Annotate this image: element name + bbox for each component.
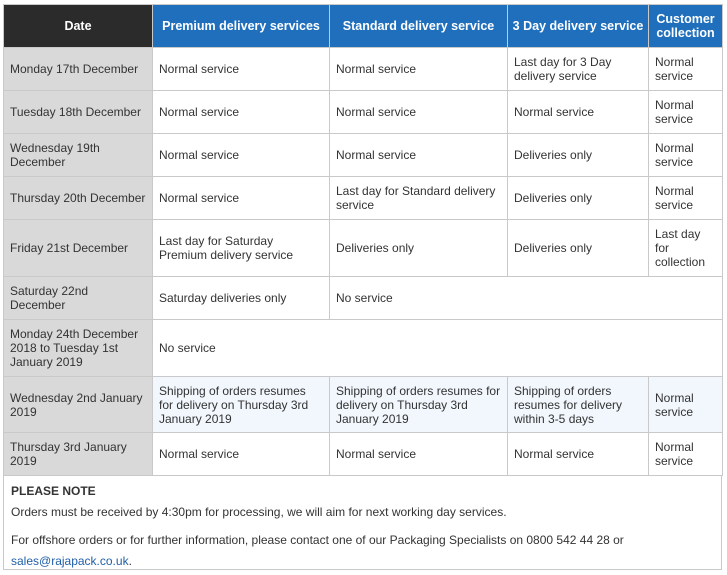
note-contact-line: For offshore orders or for further information, please contact one of our Packaging Specialists on 0800 542 44 28 or (11, 533, 624, 547)
cell-three-day: Normal service (508, 433, 649, 476)
cell-no-service: No service (330, 277, 723, 320)
cell-premium: Normal service (153, 48, 330, 91)
note-title: PLEASE NOTE (11, 484, 96, 498)
delivery-table (3, 4, 723, 476)
cell-standard: Normal service (330, 433, 508, 476)
table-row (4, 277, 723, 320)
table-row (4, 220, 723, 277)
header-premium: Premium delivery services (153, 5, 330, 48)
table-row (4, 320, 723, 377)
cell-standard: Last day for Standard delivery service (330, 177, 508, 220)
row-date: Wednesday 2nd January 2019 (4, 377, 153, 433)
table-row (4, 433, 723, 476)
cell-three-day: Deliveries only (508, 134, 649, 177)
cell-customer-collection: Last day for collection (649, 220, 723, 277)
header-date: Date (4, 5, 153, 48)
table-row (4, 177, 723, 220)
cell-customer-collection: Normal service (649, 91, 723, 134)
cell-premium: Normal service (153, 91, 330, 134)
table-row (4, 48, 723, 91)
row-date: Friday 21st December (4, 220, 153, 277)
cell-standard: Deliveries only (330, 220, 508, 277)
row-date: Monday 24th December 2018 to Tuesday 1st January 2019 (4, 320, 153, 377)
row-date: Tuesday 18th December (4, 91, 153, 134)
header-standard: Standard delivery service (330, 5, 508, 48)
table-row (4, 377, 723, 433)
cell-standard: Normal service (330, 134, 508, 177)
cell-premium: Normal service (153, 134, 330, 177)
cell-customer-collection: Normal service (649, 377, 723, 433)
row-date: Saturday 22nd December (4, 277, 153, 320)
table-row (4, 134, 723, 177)
header-customer-collection: Customer collection (649, 5, 723, 48)
cell-customer-collection: Normal service (649, 134, 723, 177)
cell-customer-collection: Normal service (649, 433, 723, 476)
cell-standard: Shipping of orders resumes for delivery on Thursday 3rd January 2019 (330, 377, 508, 433)
cell-three-day: Last day for 3 Day delivery service (508, 48, 649, 91)
cell-premium: Normal service (153, 433, 330, 476)
cell-customer-collection: Normal service (649, 177, 723, 220)
delivery-schedule (3, 4, 722, 570)
cell-premium: Shipping of orders resumes for delivery on Thursday 3rd January 2019 (153, 377, 330, 433)
note-contact-text (11, 530, 714, 572)
cell-three-day: Shipping of orders resumes for delivery within 3-5 days (508, 377, 649, 433)
row-date: Thursday 20th December (4, 177, 153, 220)
row-date: Thursday 3rd January 2019 (4, 433, 153, 476)
cell-premium: Last day for Saturday Premium delivery service (153, 220, 330, 277)
cell-standard: Normal service (330, 48, 508, 91)
cell-three-day: Deliveries only (508, 220, 649, 277)
header-three-day: 3 Day delivery service (508, 5, 649, 48)
note-email-suffix: . (128, 554, 132, 568)
row-date: Wednesday 19th December (4, 134, 153, 177)
cell-premium: Normal service (153, 177, 330, 220)
cell-three-day: Deliveries only (508, 177, 649, 220)
note-processing-text: Orders must be received by 4:30pm for processing, we will aim for next working day services. (11, 505, 507, 519)
cell-standard: Normal service (330, 91, 508, 134)
cell-customer-collection: Normal service (649, 48, 723, 91)
cell-three-day: Normal service (508, 91, 649, 134)
table-header-row (4, 5, 723, 48)
table-row (4, 91, 723, 134)
sales-email-link[interactable]: sales@rajapack.co.uk (11, 554, 129, 568)
cell-no-service: No service (153, 320, 723, 377)
row-date: Monday 17th December (4, 48, 153, 91)
cell-premium: Saturday deliveries only (153, 277, 330, 320)
please-note-box (3, 476, 722, 570)
